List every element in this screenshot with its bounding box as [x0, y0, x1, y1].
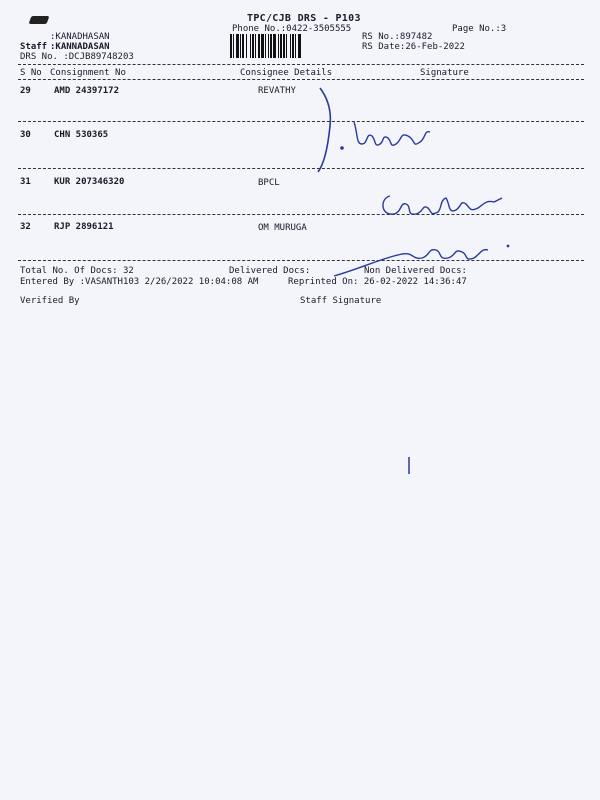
- row-consignee: OM MURUGA: [258, 223, 307, 233]
- divider: [18, 64, 584, 65]
- reprinted-on: Reprinted On: 26-02-2022 14:36:47: [288, 277, 467, 287]
- column-header-signature: Signature: [420, 68, 469, 78]
- ink-smudge: [29, 16, 50, 24]
- delivery-person-name: :KANADHASAN: [50, 32, 110, 42]
- pen-mark: [406, 456, 412, 476]
- signature-revathy: [312, 86, 442, 176]
- column-header-sno: S No: [20, 68, 42, 78]
- column-header-consignment: Consignment No: [50, 68, 126, 78]
- signature-om-muruga: [332, 238, 522, 280]
- barcode: [230, 34, 354, 58]
- row-sno: 32: [20, 222, 31, 232]
- row-consignment: RJP 2896121: [54, 222, 114, 232]
- row-divider: [18, 168, 584, 169]
- row-sno: 30: [20, 130, 31, 140]
- signature-bpcl: [376, 186, 506, 226]
- total-docs: Total No. Of Docs: 32: [20, 266, 134, 276]
- row-consignee: BPCL: [258, 178, 280, 188]
- rs-date: RS Date:26-Feb-2022: [362, 42, 465, 52]
- phone-number: Phone No.:0422-3505555: [232, 24, 352, 34]
- row-consignment: KUR 207346320: [54, 177, 125, 187]
- staff-label: Staff: [20, 42, 48, 52]
- row-divider: [18, 121, 584, 122]
- barcode-bar: [301, 34, 302, 58]
- column-header-consignee: Consignee Details: [240, 68, 333, 78]
- row-consignment: AMD 24397172: [54, 86, 120, 96]
- rs-number: RS No.:897482: [362, 32, 433, 42]
- staff-name: :KANNADASAN: [50, 42, 110, 52]
- divider: [18, 79, 584, 80]
- delivered-docs-label: Delivered Docs:: [229, 266, 311, 276]
- staff-signature-label: Staff Signature: [300, 296, 382, 306]
- row-consignee: REVATHY: [258, 86, 296, 96]
- row-consignment: CHN 530365: [54, 130, 109, 140]
- non-delivered-docs-label: Non Delivered Docs:: [364, 266, 467, 276]
- verified-by-label: Verified By: [20, 296, 80, 306]
- row-sno: 29: [20, 86, 31, 96]
- document-title: TPC/CJB DRS - P103: [247, 13, 361, 24]
- row-sno: 31: [20, 177, 31, 187]
- page-number: Page No.:3: [452, 24, 507, 34]
- entered-by: Entered By :VASANTH103 2/26/2022 10:04:08 AM: [20, 277, 259, 287]
- drs-number: DRS No. :DCJB89748203: [20, 52, 134, 62]
